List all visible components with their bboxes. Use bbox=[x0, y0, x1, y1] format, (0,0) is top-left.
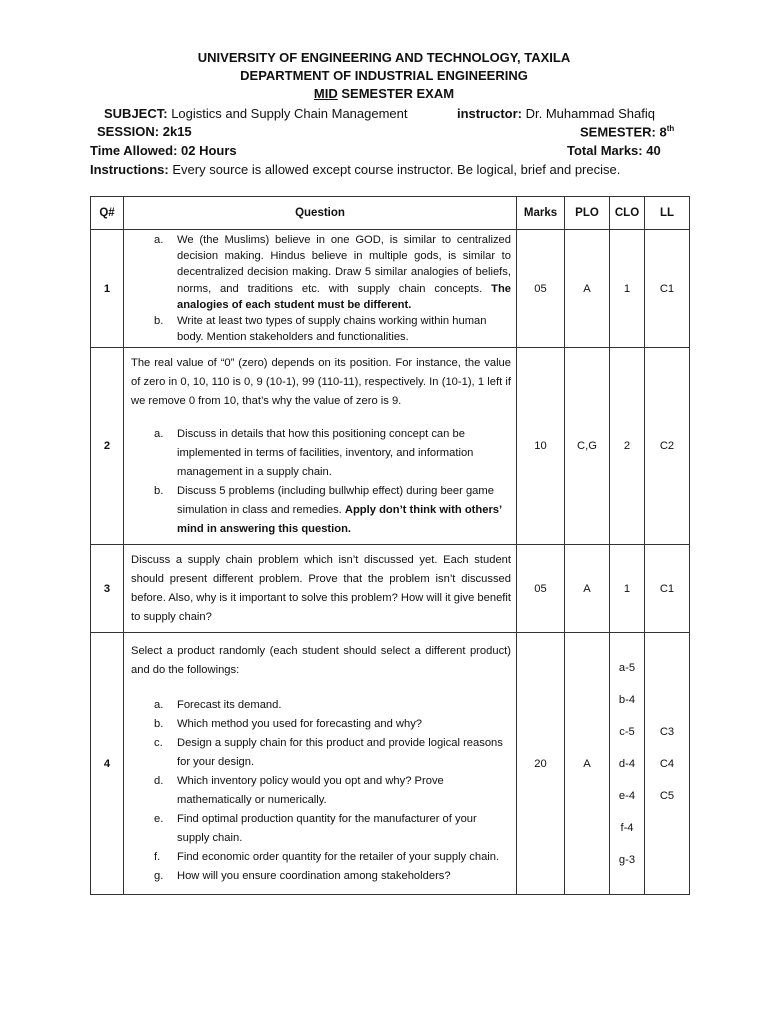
q3-question bbox=[124, 545, 517, 633]
instructor-value: Dr. Muhammad Shafiq bbox=[522, 106, 655, 121]
q4-item-c-text: Design a supply chain for this product and provide logical reasons for your design. bbox=[177, 736, 503, 768]
q4-item-a-text: Forecast its demand. bbox=[177, 698, 282, 711]
q4-item-g-letter: g. bbox=[154, 869, 164, 882]
q2-intro: The real value of “0” (zero) depends on its position. For instance, the value of zero in 0, 10, 110 is 0, 9 (10-1), 99 (110-11), respectively. In (10-1), 1 left if we remove 0 from 10, that’s why the value of zero is 9. bbox=[131, 356, 511, 407]
q4-item-g-text: How will you ensure coordination among stakeholders? bbox=[177, 869, 451, 882]
q2-marks: 10 bbox=[517, 348, 565, 545]
q4-number: 4 bbox=[91, 633, 124, 895]
q3-number: 3 bbox=[91, 545, 124, 633]
header-qno: Q# bbox=[91, 197, 124, 230]
q1-question bbox=[124, 230, 517, 348]
instructions-line bbox=[90, 162, 620, 177]
q4-clo-d: d-4 bbox=[618, 757, 636, 770]
q4-item-e-text: Find optimal production quantity for the manufacturer of your supply chain. bbox=[177, 812, 477, 844]
q1-number: 1 bbox=[91, 230, 124, 348]
q2-plo: C,G bbox=[565, 348, 610, 545]
q4-item-a bbox=[131, 696, 511, 715]
header-ll: LL bbox=[645, 197, 690, 230]
q1-item-b-letter: b. bbox=[154, 315, 164, 328]
q4-intro: Select a product randomly (each student should select a different product) and do the followings: bbox=[131, 644, 511, 676]
q4-ll-3: C5 bbox=[659, 789, 675, 802]
q1-ll: C1 bbox=[645, 230, 690, 348]
q4-item-b-letter: b. bbox=[154, 717, 164, 730]
q4-item-d-letter: d. bbox=[154, 774, 164, 787]
q4-item-c bbox=[131, 734, 511, 772]
q4-ll-1: C3 bbox=[659, 725, 675, 738]
exam-title bbox=[0, 86, 768, 101]
q4-item-b-text: Which method you used for forecasting and why? bbox=[177, 717, 423, 730]
q4-marks: 20 bbox=[517, 633, 565, 895]
q4-item-e-letter: e. bbox=[154, 812, 164, 825]
q2-ll: C2 bbox=[645, 348, 690, 545]
semester-line bbox=[580, 124, 674, 139]
subject-line bbox=[104, 106, 408, 121]
semester-label: SEMESTER: 8 bbox=[580, 124, 667, 140]
instructor-line bbox=[457, 106, 655, 121]
exam-title-rest: SEMESTER EXAM bbox=[337, 86, 455, 101]
q1-plo: A bbox=[565, 230, 610, 348]
table-row-q1 bbox=[91, 230, 690, 348]
q3-text: Discuss a supply chain problem which isn’t discussed yet. Each student should present different problem. Prove that the problem isn’t discussed before. Also, why is it important to solve this problem? How will it give benefit to supply chain? bbox=[131, 553, 511, 623]
q1-item-a-bold: The analogies of each student must be different. bbox=[177, 282, 512, 311]
instructions-label: Instructions: bbox=[90, 162, 169, 177]
q4-clo-c: c-5 bbox=[619, 725, 635, 738]
table-row-q4 bbox=[91, 633, 690, 895]
q4-item-e bbox=[131, 810, 511, 848]
instructor-label: instructor: bbox=[457, 106, 522, 121]
subject-value: Logistics and Supply Chain Management bbox=[167, 106, 408, 121]
q4-ll-2: C4 bbox=[659, 757, 675, 770]
q4-item-a-letter: a. bbox=[154, 698, 164, 711]
q4-item-f-letter: f. bbox=[154, 850, 161, 863]
q2-item-a bbox=[131, 425, 511, 482]
q1-item-a-text: We (the Muslims) believe in one GOD, is similar to centralized decision making. Hindus believe in multiple gods, is similar to decentralized decision making. Draw 5 similar analogies of beliefs, norms, and traditions etc. with supply chain concepts. bbox=[177, 234, 511, 295]
table-row-q3 bbox=[91, 545, 690, 633]
q4-clo-b: b-4 bbox=[618, 693, 636, 706]
q2-number: 2 bbox=[91, 348, 124, 545]
q4-clo bbox=[610, 633, 645, 895]
q2-item-b bbox=[131, 482, 511, 539]
q1-item-a-letter: a. bbox=[154, 234, 164, 246]
q4-item-d bbox=[131, 772, 511, 810]
subject-label: SUBJECT: bbox=[104, 106, 168, 121]
q3-ll: C1 bbox=[645, 545, 690, 633]
q4-clo-e: e-4 bbox=[618, 789, 636, 802]
questions-table bbox=[90, 196, 690, 895]
header-marks: Marks bbox=[517, 197, 565, 230]
q4-plo: A bbox=[565, 633, 610, 895]
q2-item-a-text: Discuss in details that how this positioning concept can be implemented in terms of facilities, inventory, and information management in a supply chain. bbox=[177, 427, 474, 478]
q1-clo: 1 bbox=[610, 230, 645, 348]
exam-title-prefix: MID bbox=[313, 86, 338, 101]
q4-clo-a: a-5 bbox=[618, 661, 636, 674]
q2-item-a-letter: a. bbox=[154, 427, 164, 440]
q4-question bbox=[124, 633, 517, 895]
q1-item-b bbox=[131, 313, 511, 345]
header-question: Question bbox=[124, 197, 517, 230]
q2-question bbox=[124, 348, 517, 545]
q3-plo: A bbox=[565, 545, 610, 633]
q4-ll bbox=[645, 633, 690, 895]
q4-clo-g: g-3 bbox=[618, 853, 636, 866]
table-row-q2 bbox=[91, 348, 690, 545]
header-clo: CLO bbox=[610, 197, 645, 230]
q2-item-b-text: Discuss 5 problems (including bullwhip effect) during beer game simulation in class and remedies. bbox=[177, 484, 494, 516]
instructions-value: Every source is allowed except course instructor. Be logical, brief and precise. bbox=[168, 162, 621, 177]
q1-item-a bbox=[131, 232, 511, 313]
header-plo: PLO bbox=[565, 197, 610, 230]
q2-item-b-letter: b. bbox=[154, 484, 164, 497]
q4-item-f bbox=[131, 848, 511, 867]
q4-item-g bbox=[131, 867, 511, 886]
university-title: UNIVERSITY OF ENGINEERING AND TECHNOLOGY, TAXILA bbox=[197, 50, 571, 65]
time-allowed: Time Allowed: 02 Hours bbox=[90, 143, 237, 158]
q4-item-c-letter: c. bbox=[154, 736, 163, 749]
q4-item-f-text: Find economic order quantity for the retailer of your supply chain. bbox=[177, 850, 500, 863]
table-header-row bbox=[91, 197, 690, 230]
total-marks: Total Marks: 40 bbox=[567, 143, 661, 158]
session-label: SESSION: 2k15 bbox=[97, 124, 192, 139]
semester-superscript: th bbox=[666, 124, 675, 133]
q4-clo-f: f-4 bbox=[620, 821, 634, 834]
q4-item-b bbox=[131, 715, 511, 734]
q1-item-b-text: Write at least two types of supply chains working within human body. Mention stakeholders and functionalities. bbox=[177, 315, 487, 344]
q1-marks: 05 bbox=[517, 230, 565, 348]
department-title: DEPARTMENT OF INDUSTRIAL ENGINEERING bbox=[240, 68, 528, 83]
q2-item-b-bold: Apply don’t think with others’ mind in answering this question. bbox=[177, 503, 502, 535]
q4-item-d-text: Which inventory policy would you opt and why? Prove mathematically or numerically. bbox=[177, 774, 444, 806]
q3-marks: 05 bbox=[517, 545, 565, 633]
q2-clo: 2 bbox=[610, 348, 645, 545]
q3-clo: 1 bbox=[610, 545, 645, 633]
